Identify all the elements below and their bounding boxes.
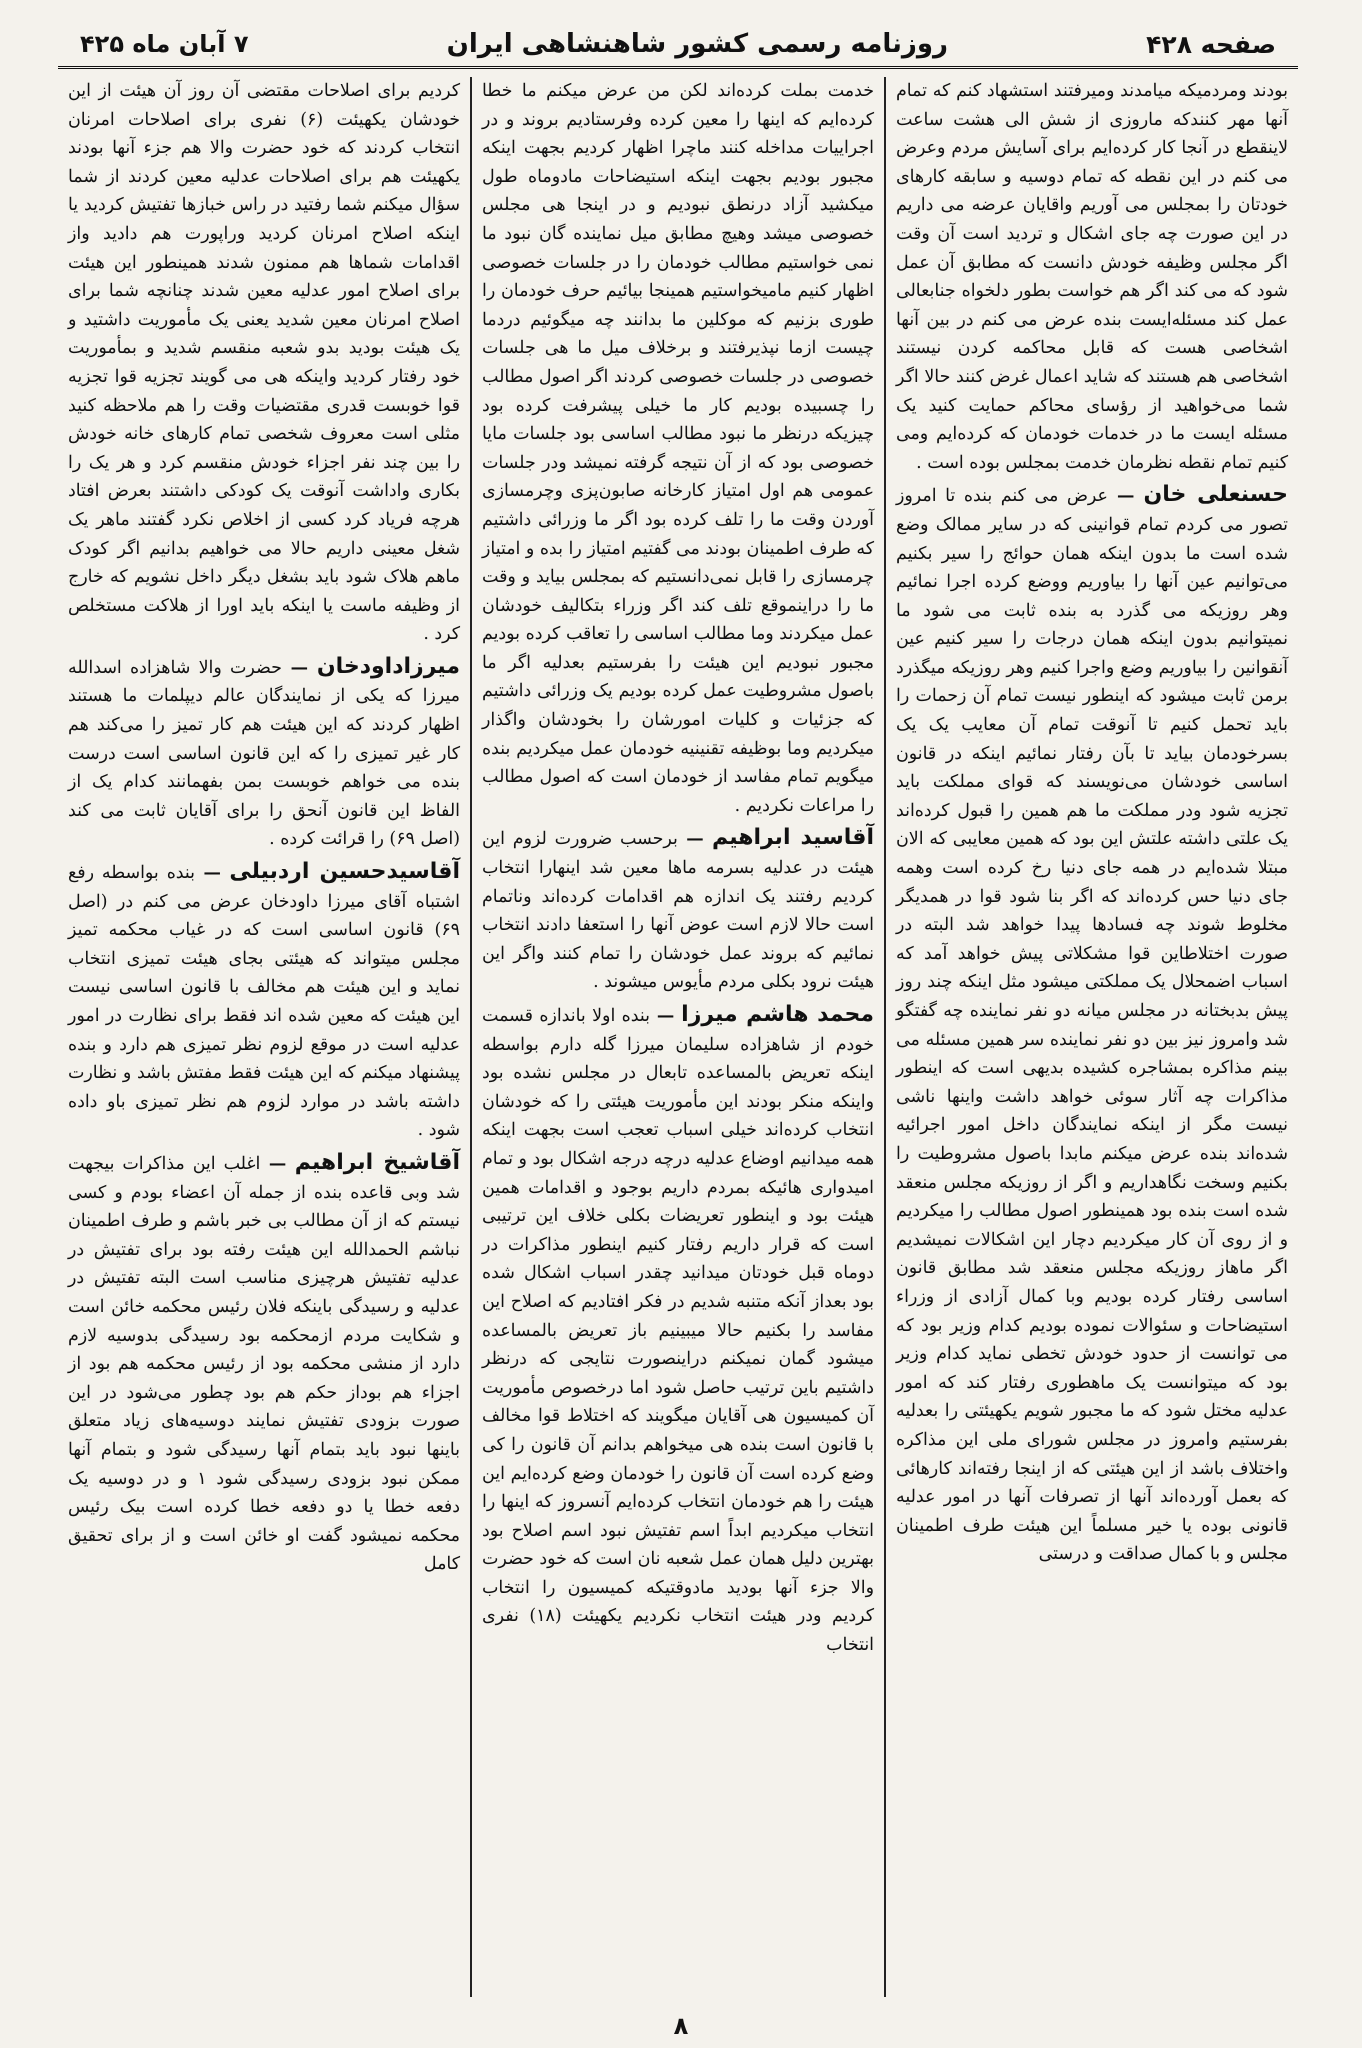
- paragraph-text: عرض می کنم بنده تا امروز تصور می کردم تمام قوانینی که در سایر ممالک وضع شده است ما بدون اینکه همان حوائج را سیر بکنیم می‌توانیم عین آنها را بیاوریم ووضع کرده اجرا نمائیم وهر روزیکه می گذرد به بنده ثابت می شود ما نمیتوانیم بدون اینکه همان درجات را سیر کنیم عین آنقوانین را بیاوریم وضع واجرا کنیم وهر روزیکه میگذرد برمن ثابت میشود که اینطور نیست تمام آن زحمات را باید تحمل کنیم تا آنوقت تمام آن معایب یک یک بسرخودمان بیاید تا بآن رفتار نمائیم اینکه در قانون اساسی خودشان می‌نویسند که قوای مملکت باید تجزیه شود ودر مملکت ما هم همین را قبول کرده‌اند یک علتی داشته علتش این بود که همین معایبی که الان مبتلا شده‌ایم در همه جای دنیا رخ کرده است وهمه جای دنیا حس کرده‌اند که اگر بنا شود قوا در همدیگر مخلوط شوند چه فسادها پیدا خواهد شد البته در صورت اختلاطاین قوا مشکلاتی پیش خواهد آمد که اسباب اضمحلال یک مملکتی میشود مثل اینکه چند روز پیش بدبختانه در مجلس میانه دو نفر نماینده چه گفتگو شد وامروز نیز بین دو نفر نماینده سر همین مسئله می بینم مذاکره بمشاجره کشیده بدیهی است که اینطور مذاکرات چه آثار سوئی خواهد داشت واینها ناشی نیست مگر از اینکه نمایندگان داخل امور اجرائیه شده‌اند بنده عرض میکنم مابدا باصول مشروطیت را بکنیم وسخت نگاهداریم و اگر از روزیکه مجلس منعقد شده است بنده بود همینطور اصول مطالب را میکردیم و از روی آن کار میکردیم دچار این اشکالات نمیشدیم اگر ماهاز روزیکه مجلس منعقد شد مطابق قانون اساسی رفتار کرده بودیم وبا کمال آزادی از وزراء استیضاحات و سئوالات نموده بودیم کدام وزیر بود که می توانست از حدود خودش تخطی نماید کدام وزیر بود که میتوانست یک ماهطوری رفتار کند که امور عدلیه مختل شود که ما مجبور شویم یکهیئتی را بعدلیه بفرستیم وامروز در مجلس شورای ملی این مذاکره واختلاف باشد از این هیئتی که از اینجا رفته‌اند کارهائی که بعمل آورده‌اند آنها از تصرفات آنها در امور عدلیه قانونی بوده یا خیر مسلماً این هیئت طرف اطمینان مجلس و با کمال صداقت و درستی: [896, 486, 1288, 1565]
- newspaper-title: روزنامه رسمی کشور شاهنشاهی ایران: [446, 29, 948, 59]
- paragraph-text: بنده اولا باندازه قسمت خودم از شاهزاده سلیمان میرزا گله دارم بواسطه اینکه تعریض بالمساعده تابعال در مجلس نشده بود واینکه منکر بودند این مأموریت هیئتی را که خودشان انتخاب کرده‌اند خیلی اسباب تعجب است بجهت اینکه همه میدانیم اوضاع عدلیه درچه درجه اشکال بود و تمام امیدواری هائیکه بمردم داریم بوجود و اقدامات همین هیئت بود و اینطور تعریضات بکلی خلاف این ترتیبی است که قرار داریم رفتار کنیم اینطور مذاکرات در دوماه قبل خودتان میدانید چقدر اسباب اشکال شده بود بعداز آنکه متنبه شدیم در فکر افتادیم که اصلاح این مفاسد را بکنیم حالا میبینیم باز تعریض بالمساعده میشود گمان نمیکنم دراینصورت نتایجی که درنظر داشتیم باین ترتیب حاصل شود اما درخصوص مأموریت آن کمیسیون هی آقایان میگویند که اختلاط قوا مخالف با قانون است بنده هی میخواهم بدانم آن قانون را کی وضع کرده است آن قانون را خودمان وضع کرده‌ایم این هیئت را هم خودمان انتخاب کرده‌ایم آنسروز که اینها را انتخاب میکردیم ابداً اسم تفتیش نبود اسم اصلاح بود بهترین دلیل همان عمل شعبه نان است که خود حضرت والا جزء آنها بودید مادوقتیکه کمیسیون را انتخاب کردیم ودر هیئت انتخاب نکردیم یکهیئت (۱۸) نفری انتخاب: [482, 1006, 874, 1656]
- column-left: [58, 77, 470, 1997]
- speech-paragraph: آقاسید ابراهیم — برحسب ضرورت لزوم این هیئت در عدلیه بسرمه ماها معین شد اینهارا انتخاب کردیم رفتند یک اندازه هم اقدامات کرده‌اند وناتمام است حالا لازم است عوض آنها را استعفا دادند انتخاب نمائیم که بروند عمل خودشان را تمام کنند واگر این هیئت نرود بکلی مردم مأیوس میشوند .: [482, 825, 874, 993]
- paragraph-text: خدمت بملت کرده‌اند لکن من عرض میکنم ما خطا کرده‌ایم که اینها را معین کرده وفرستادیم بروند و در اجراییات مداخله کنند ماچرا اظهار کردیم بجهت اینکه مجبور بودیم بجهت اینکه استیضاحات مادوماه طول میکشید آزاد درنطق نبودیم و در اینجا هی مجلس خصوصی میشد وهیچ مطابق میل نماینده گان نبود ما نمی خواستیم مطالب خودمان را در جلسات خصوصی اظهار کنیم مامیخواستیم همینجا بیائیم حرف خودمان را طوری بزنیم که موکلین ما بدانند چه میگوئیم دردما چیست ازما نپذیرفتند و برخلاف میل ما هی جلسات خصوصی در جلسات خصوصی کردند اگر اصول مطالب را چسبیده بودیم کار ما خیلی پیشرفت کرده بود چیزیکه درنظر ما نبود مطالب اساسی بود جلسات مایا خصوصی بود که از آن نتیجه گرفته نمیشد ودر جلسات عمومی هم اول امتیاز کارخانه صابون‌پزی وچرمسازی آوردن وقت ما را تلف کرده بود اگر ما وزرائی داشتیم که طرف اطمینان بودند می گفتیم امتیاز را بده و امتیاز چرمسازی را قابل نمی‌دانستیم که بمجلس بیاید و وقت ما را دراینموقع تلف کند اگر وزراء بتکالیف خودشان عمل میکردند وما مطالب اساسی را تعاقب کرده بودیم مجبور نبودیم این هیئت را بفرستیم بعدلیه اگر ما باصول مشروطیت عمل کرده بودیم یک وزرائی داشتیم که جزئیات و کلیات امورشان را بخودشان واگذار میکردیم وما بوظیفه تقنینیه خودمان عمل میکردیم بنده میگویم تمام مفاسد از خودمان است که اصول مطالب را مراعات نکردیم .: [482, 81, 874, 816]
- speaker-name: آقاشیخ ابراهیم: [294, 1149, 460, 1175]
- issue-date: ۷ آبان ماه ۴۲۵: [80, 30, 249, 58]
- column-middle: [470, 77, 884, 1997]
- paragraph-text: برحسب ضرورت لزوم این هیئت در عدلیه بسرمه ماها معین شد اینهارا انتخاب کردیم رفتند یک اندازه هم اقدامات کرده‌اند وناتمام است حالا لازم است عوض آنها را استعفا دادند انتخاب نمائیم که بروند عمل خودشان را تمام کنند واگر این هیئت نرود بکلی مردم مأیوس میشوند .: [482, 829, 874, 993]
- speaker-name: میرزاداودخان: [316, 653, 460, 679]
- speech-paragraph: میرزاداودخان — حضرت والا شاهزاده اسدالله میرزا که یکی از نمایندگان عالم دیپلمات ما هستند اظهار کردند که این هیئت هم کار تمیز را می‌کند هم کار غیر تمیزی را که این قانون اساسی است درست بنده می خواهم خوبست بمن بفهمانند کدام یک از الفاظ این قانون آنحق را برای آقایان ثابت می کند (اصل ۶۹) را قرائت کرده .: [68, 653, 460, 850]
- text-paragraph: [482, 77, 874, 820]
- text-paragraph: [896, 77, 1288, 477]
- speech-paragraph: محمد هاشم میرزا — بنده اولا باندازه قسمت خودم از شاهزاده سلیمان میرزا گله دارم بواسطه اینکه تعریض بالمساعده تابعال در مجلس نشده بود واینکه منکر بودند این مأموریت هیئتی را که خودشان انتخاب کرده‌اند خیلی اسباب تعجب است بجهت اینکه همه میدانیم اوضاع عدلیه درچه درجه اشکال بود و تمام امیدواری هائیکه بمردم داریم بوجود و اقدامات همین هیئت بود و اینطور تعریضات بکلی خلاف این ترتیبی است که قرار داریم رفتار کنیم اینطور مذاکرات در دوماه قبل خودتان میدانید چقدر اسباب اشکال شده بود بعداز آنکه متنبه شدیم در فکر افتادیم که اصلاح این مفاسد را بکنیم حالا میبینیم باز تعریض بالمساعده میشود گمان نمیکنم دراینصورت نتایجی که درنظر داشتیم باین ترتیب حاصل شود اما درخصوص مأموریت آن کمیسیون هی آقایان میگویند که اختلاط قوا مخالف با قانون است بنده هی میخواهم بدانم آن قانون را کی وضع کرده است آن قانون را خودمان وضع کرده‌ایم این هیئت را هم خودمان انتخاب کرده‌ایم آنسروز که اینها را انتخاب میکردیم ابداً اسم تفتیش نبود اسم اصلاح بود بهترین دلیل همان عمل شعبه نان است که خود حضرت والا جزء آنها بودید مادوقتیکه کمیسیون را انتخاب کردیم ودر هیئت انتخاب نکردیم یکهیئت (۱۸) نفری انتخاب: [482, 1002, 874, 1656]
- speaker-name: آقاسید ابراهیم: [711, 825, 874, 851]
- paragraph-text: اغلب این مذاکرات بیجهت شد وبی قاعده بنده از جمله آن اعضاء بودم و کسی نیستم که از آن مطالب بی خبر باشم و طرف اطمینان نباشم الحمدالله این هیئت رفته بود برای تفتیش در عدلیه تفتیش هرچیزی مناسب است البته تفتیش در عدلیه و رسیدگی باینکه فلان رئیس محکمه خائن است و شکایت مردم ازمحکمه بود رسیدگی بدوسیه لازم دارد از منشی محکمه بود از رئیس محکمه هم بود از اجزاء هم بوداز حکم هم بود چطور می‌شود در این صورت بزودی تفتیش نمایند دوسیه‌های زیاد متعلق باینها نبود باید بتمام آنها رسیدگی شود و بتمام آنها ممکن نبود بزودی رسیدگی شود ۱ و در دوسیه یک دفعه خطا یا دو دفعه خطا کرده است بیک رئیس محکمه نمیشود گفت او خائن است و از برای تحقیق کامل: [68, 1153, 460, 1575]
- paragraph-text: حضرت والا شاهزاده اسدالله میرزا که یکی از نمایندگان عالم دیپلمات ما هستند اظهار کردند که این هیئت هم کار تمیز را می‌کند هم کار غیر تمیزی را که این قانون اساسی است درست بنده می خواهم خوبست بمن بفهمانند کدام یک از الفاظ این قانون آنحق را برای آقایان ثابت می کند (اصل ۶۹) را قرائت کرده .: [68, 657, 460, 850]
- paragraph-text: بنده بواسطه رفع اشتباه آقای میرزا داودخان عرض می کنم در (اصل ۶۹) قانون اساسی است که در غیاب محکمه تمیز مجلس میتواند که هیئتی بجای هیئت تمیزی انتخاب نماید و این هیئت هم مخالف با قانون اساسی نیست این هیئت که معین شده اند فقط برای نظارت در امور عدلیه است در موقع لزوم نظر تمیزی هم دارد و بنده پیشنهاد میکنم که این هیئت فقط مفتش باشد و نظارت داشته باشد در موارد لزوم هم نظر تمیزی باو داده شود .: [68, 863, 460, 1141]
- column-right: [884, 77, 1298, 1997]
- paragraph-text: بودند ومردمیکه میامدند ومیرفتند استشهاد کنم که تمام آنها مهر کنندکه ماروزی از شش الی هشت ساعت لاینقطع در آنجا کار کرده‌ایم برای آسایش مردم وعرض می کنم در این نقطه که تمام دوسیه و سابقه کارهای خودتان را بمجلس می آوریم واقایان عرضه می داریم در این صورت چه جای اشکال و تردید است آن وقت اگر مجلس وظیفه خودش دانست که مطابق آن عمل شود که می کند اگر هم خواست بطور دلخواه جنابعالی عمل کند مسئله‌ایست بنده عرض می کنم در بین آنها اشخاصی هست که قابل محاکمه کردن نیستند اشخاصی هم هستند که شاید اعمال غرض کنند حالا اگر شما می‌خواهید از رؤسای محاکم حمایت کنید یک مسئله ایست ما در خدمات خودمان که کرده‌ایم ومی کنیم تمام نقطه نظرمان خدمت بمجلس بوده است .: [896, 81, 1288, 473]
- page-number: ۸: [673, 2012, 689, 2040]
- paragraph-text: کردیم برای اصلاحات مقتضی آن روز آن هیئت از این خودشان یکهیئت (۶) نفری برای اصلاحات امرنان انتخاب کردند که خود حضرت والا هم جزء آنها بودند یکهیئت هم برای اصلاحات عدلیه معین کردند از شما سؤال میکنم شما رفتید در راس خبازها تفتیش کردید یا اینکه اصلاح امرنان کردید وراپورت هم دادید واز اقدامات شماها هم ممنون شدند همینطور این هیئت برای اصلاح امور عدلیه معین شدند چنانچه شما برای اصلاح امرنان معین شدید یعنی یک مأموریت داشتید و یک هیئت بودید بدو شعبه منقسم شدید و بمأموریت خود رفتار کردید واینکه هی می گویند تجزیه قوا تجزیه قوا خوبست قدری مقتضیات وقت را هم ملاحظه کنید مثلی است معروف شخصی تمام کارهای خانه خودش را بین چند نفر اجزاء خودش منقسم کرد و هر یک را بکاری واداشت آنوقت یک کودکی داشتند بعرض افتاد هرچه فریاد کرد کسی از اخلاص نکرد گفتند ماهر یک شغل معینی داریم حالا می خواهیم بدانیم اگر کودک ماهم هلاک شود باید بشغل دیگر داخل نشویم که خارج از وظیفه ماست یا اینکه باید اورا از هلاکت مستخلص کرد .: [68, 81, 460, 645]
- page-label: صفحه ۴۲۸: [1146, 29, 1276, 59]
- text-columns: [58, 77, 1298, 1997]
- speaker-name: آقاسیدحسین اردبیلی: [229, 859, 461, 885]
- masthead: [58, 22, 1298, 69]
- speech-paragraph: آقاشیخ ابراهیم — اغلب این مذاکرات بیجهت شد وبی قاعده بنده از جمله آن اعضاء بودم و کسی نیستم که از آن مطالب بی خبر باشم و طرف اطمینان نباشم الحمدالله این هیئت رفته بود برای تفتیش در عدلیه تفتیش هرچیزی مناسب است البته تفتیش در عدلیه و رسیدگی باینکه فلان رئیس محکمه خائن است و شکایت مردم ازمحکمه بود رسیدگی بدوسیه لازم دارد از منشی محکمه بود از رئیس محکمه هم بود از اجزاء هم بوداز حکم هم بود چطور می‌شود در این صورت بزودی تفتیش نمایند دوسیه‌های زیاد متعلق باینها نبود باید بتمام آنها رسیدگی شود و بتمام آنها ممکن نبود بزودی رسیدگی شود ۱ و در دوسیه یک دفعه خطا یا دو دفعه خطا کرده است بیک رئیس محکمه نمیشود گفت او خائن است و از برای تحقیق کامل: [68, 1149, 460, 1575]
- speech-paragraph: حسنعلی خان — عرض می کنم بنده تا امروز تصور می کردم تمام قوانینی که در سایر ممالک وضع شده است ما بدون اینکه همان حوائج را سیر بکنیم می‌توانیم عین آنها را بیاوریم ووضع کرده اجرا نمائیم وهر روزیکه می گذرد به بنده ثابت می شود ما نمیتوانیم بدون اینکه همان درجات را سیر کنیم عین آنقوانین را بیاوریم وضع واجرا کنیم وهر روزیکه میگذرد برمن ثابت میشود که اینطور نیست تمام آن زحمات را باید تحمل کنیم تا آنوقت تمام آن معایب یک یک بسرخودمان بیاید تا بآن رفتار نمائیم اینکه در قانون اساسی خودشان می‌نویسند که قوای مملکت باید تجزیه شود ودر مملکت ما هم همین را قبول کرده‌اند یک علتی داشته علتش این بود که همین معایبی که الان مبتلا شده‌ایم در همه جای دنیا رخ کرده است وهمه جای دنیا حس کرده‌اند که اگر بنا شود قوا در همدیگر مخلوط شوند چه فسادها پیدا خواهد شد البته در صورت اختلاطاین قوا مشکلاتی پیش خواهد آمد که اسباب اضمحلال یک مملکتی میشود مثل اینکه چند روز پیش بدبختانه در مجلس میانه دو نفر نماینده چه گفتگو شد وامروز نیز بین دو نفر نماینده سر همین مسئله می بینم مذاکره بمشاجره کشیده بدیهی است که اینطور مذاکرات چه آثار سوئی خواهد داشت واینها ناشی نیست مگر از اینکه نمایندگان داخل امور اجرائیه شده‌اند بنده عرض میکنم مابدا باصول مشروطیت را بکنیم وسخت نگاهداریم و اگر از روزیکه مجلس منعقد شده است بنده بود همینطور اصول مطالب را میکردیم و از روی آن کار میکردیم دچار این اشکالات نمیشدیم اگر ماهاز روزیکه مجلس منعقد شد مطابق قانون اساسی رفتار کرده بودیم وبا کمال آزادی از وزراء استیضاحات و سئوالات نموده بودیم کدام وزیر بود که می توانست از حدود خودش تخطی نماید کدام وزیر بود که میتوانست یک ماهطوری رفتار کند که امور عدلیه مختل شود که ما مجبور شویم یکهیئتی را بعدلیه بفرستیم وامروز در مجلس شورای ملی این مذاکره واختلاف باشد از این هیئتی که از اینجا رفته‌اند کارهائی که بعمل آورده‌اند آنها از تصرفات آنها در امور عدلیه قانونی بوده یا خیر مسلماً این هیئت طرف اطمینان مجلس و با کمال صداقت و درستی: [896, 482, 1288, 1565]
- speaker-name: محمد هاشم میرزا: [681, 1002, 874, 1027]
- speaker-name: حسنعلی خان: [1143, 482, 1288, 508]
- text-paragraph: [68, 77, 460, 649]
- speech-paragraph: آقاسیدحسین اردبیلی — بنده بواسطه رفع اشتباه آقای میرزا داودخان عرض می کنم در (اصل ۶۹) قانون اساسی است که در غیاب محکمه تمیز مجلس میتواند که هیئتی بجای هیئت تمیزی انتخاب نماید و این هیئت هم مخالف با قانون اساسی نیست این هیئت که معین شده اند فقط برای نظارت در امور عدلیه است در موقع لزوم نظر تمیزی هم دارد و بنده پیشنهاد میکنم که این هیئت فقط مفتش باشد و نظارت داشته باشد در موارد لزوم هم نظر تمیزی باو داده شود .: [68, 859, 461, 1141]
